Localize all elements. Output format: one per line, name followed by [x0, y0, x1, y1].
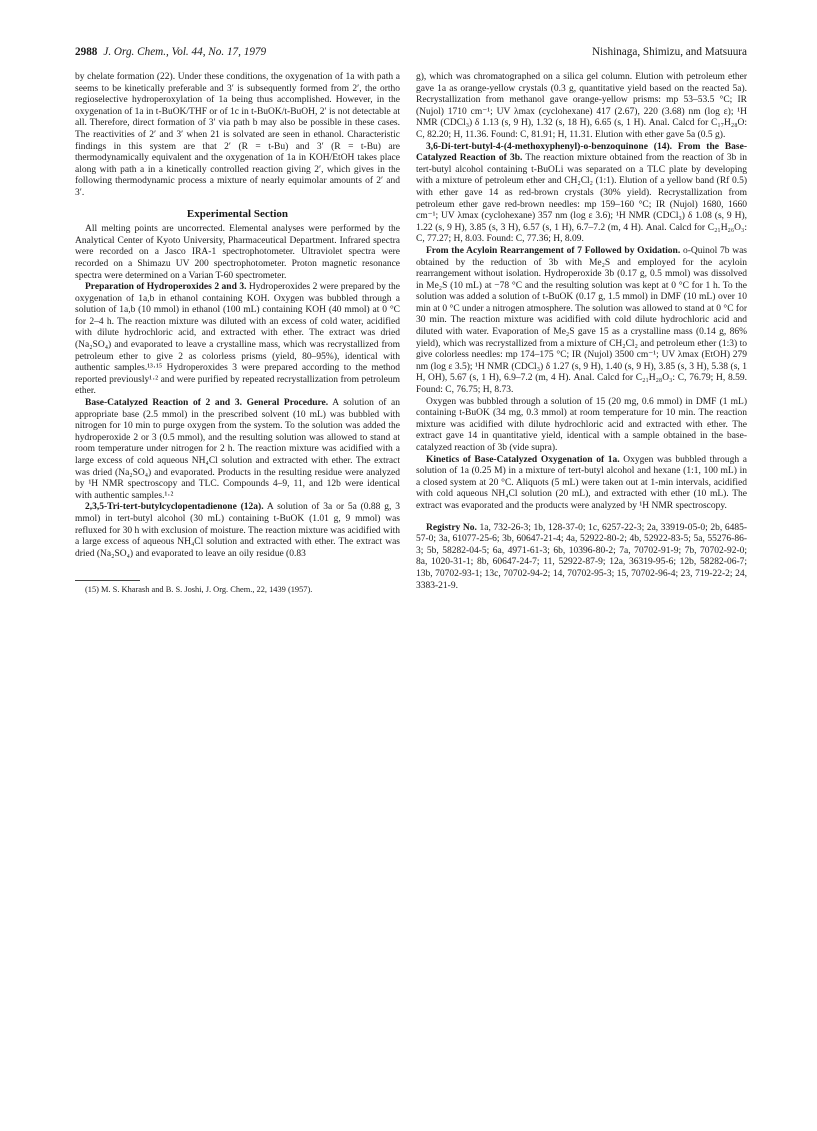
page-number: 2988 — [75, 46, 98, 58]
paragraph: All melting points are uncorrected. Elemental analyses were performed by the Analytical Center of Kyoto University, Pharmaceutical Department. Infrared spectra were recorded on a Jasco IRA-1 spectrophotometer. Ultraviolet spectra were recorded on a Shimazu UV 200 spectrophotometer. Proton magnetic resonance spectra were determined on a Varian T-60 spectrometer. — [75, 224, 400, 281]
footnote: (15) M. S. Kharash and B. S. Joshi, J. Org. Chem., 22, 1439 (1957). — [85, 585, 313, 595]
registry-heading: Registry No. — [426, 522, 477, 533]
paragraph — [75, 282, 400, 398]
paragraph — [75, 398, 400, 502]
paragraph — [416, 142, 747, 246]
header-authors: Nishinaga, Shimizu, and Matsuura — [591, 46, 747, 58]
paragraph-text: Oxygen was bubbled through a solution of 1a (0.25 M) in a mixture of tert-butyl alcohol and hexane (1:1, 100 mL) in a closed system at 20 °C. Aliquots (5 mL) were taken out at 1-min intervals, acidified with cold aqueous NH₄Cl solution (20 mL), and extracted with ether (10 mL). The extract was evaporated and the products were analyzed by ¹H NMR spectroscopy. — [416, 454, 748, 511]
run-in-heading: 2,3,5-Tri-tert-butylcyclopentadienone (12a). — [85, 502, 264, 513]
left-column — [75, 72, 400, 595]
paragraph: by chelate formation (22). Under these conditions, the oxygenation of 1a with path a seems to be kinetically preferable and 3′ is subsequently formed from 2′, the ortho regioselective hydroperoxylation of 1a being thus accomplished. However, in the oxygenation of 1a in t-BuOK/THF or of 1c in t-BuOK/t-BuOH, 2′ is not detectable at all. Therefore, direct formation of 3′ via path b may also be possible in these cases. The reactivities of 2′ and 3′ when 21 is solvated are seen in ethanol. Characteristic findings in this system are that 2′ (R = t-Bu) and 3′ (R = t-Bu) are thermodynamically equivalent and the oxygenation of 1a in KOH/EtOH takes place along with path a in a kinetically controlled reaction giving 2′, which gives in the following thermodynamic process a mixture of nearly equimolar amounts of 2′ and 3′. — [75, 72, 400, 198]
section-heading: Experimental Section — [186, 207, 289, 220]
paragraph-text: A solution of an appropriate base (2.5 mmol) in the prescribed solvent (10 mL) was bubbled with nitrogen for 10 min to purge oxygen from the system. To the solution was added the hydroperoxide 2 or 3 (0.5 mmol), and the resulting solution was allowed to stand at room temperature under nitrogen for 2 h. The reaction mixture was acidified with a large excess of cold aqueous NH₄Cl solution and extracted with ether. The extract was dried (Na₂SO₄) and evaporated. Products in the resulting residue were analyzed by ¹H NMR spectroscopy and TLC. Compounds 4–9, 11, and 12b were identical with authentic samples.¹·² — [75, 398, 400, 501]
paragraph-text: o-Quinol 7b was obtained by the reduction of 3b with Me₂S and employed for the acyloin rearrangement without isolation. Hydroperoxide 3b (0.17 g, 0.5 mmol) was dissolved in Me₂S (10 mL) at −78 °C and the resulting solution was kept at 0 °C for 1 h. To the solution was added a solution of t-BuOK (0.17 g, 1.5 mmol) in DMF (10 mL) over 10 min at 0 °C under a nitrogen atmosphere. The solution was allowed to stand at 0 °C for 30 min. The reaction mixture was acidified with cold dilute hydrochloric acid and diluted with water. Evaporation of Me₂S gave 15 as a crystalline mass (0.14 g, 86% yield), which was recrystallized from a mixture of CH₂Cl₂ and petroleum ether (1:3) to give colorless needles: mp 174–175 °C; IR (Nujol) 3500 cm⁻¹; UV λmax (EtOH) 279 nm (log ε 3.5); ¹H NMR (CDCl₃) δ 1.27 (s, 9 H), 1.40 (s, 9 H), 3.85 (s, 3 H), 5.38 (s, 1 H, OH), 5.67 (s, 1 H), 6.9–7.2 (m, 4 H). Anal. Calcd for C₂₁H₂₈O₃: C, 76.79; H, 8.59. Found: C, 76.75; H, 8.73. — [416, 245, 747, 396]
run-in-heading: Kinetics of Base-Catalyzed Oxygenation of 1a. — [426, 454, 620, 465]
paragraph-text: Hydroperoxides 2 were prepared by the oxygenation of 1a,b in ethanol containing KOH. Oxygen was bubbled through a solution of 1a,b (10 mmol) in ethanol (100 mL) containing KOH (40 mmol) at 0 °C for 2–4 h. The reaction mixture was diluted with an excess of cold water, acidified with dilute hydrochloric acid, and extracted with ether. The extract was dried (Na₂SO₄) and evaporated to leave a crystalline mass, which was recrystallized from petroleum ether to give 2 as colorless prisms (yield, 80–95%), identical with authentic samples.¹³·¹⁵ Hydroperoxides 3 were prepared according to the method reported previously¹·² and were purified by repeated recrystallization from petroleum ether. — [75, 282, 401, 397]
run-in-heading: Base-Catalyzed Reaction of 2 and 3. General Procedure. — [85, 398, 329, 409]
run-in-heading: From the Acyloin Rearrangement of 7 Followed by Oxidation. — [426, 245, 681, 256]
registry-numbers — [416, 523, 747, 593]
run-in-heading: 3,6-Di-tert-butyl-4-(4-methoxyphenyl)-o-benzoquinone (14). From the Base-Catalyzed Reaction of 3b. — [416, 141, 747, 164]
paragraph-text: The reaction mixture obtained from the reaction of 3b in tert-butyl alcohol containing t-BuOLi was separated on a TLC plate by developing with a mixture of petroleum ether and CH₂Cl₂ (1:1). Elution of a yellow band (Rf 0.5) with ether gave 14 as red-brown crystals (30% yield). Recrystallization from petroleum ether gave red-brown needles: mp 159–160 °C; IR (Nujol) 1680, 1660 cm⁻¹; UV λmax (cyclohexane) 357 nm (log ε 3.6); ¹H NMR (CDCl₃) δ 1.08 (s, 9 H), 1.22 (s, 9 H), 3.85 (s, 3 H), 6.57 (s, 1 H), 6.7–7.2 (m, 4 H). Anal. Calcd for C₂₁H₂₆O₃: C, 77.27; H, 8.03. Found: C, 77.36; H, 8.09. — [416, 153, 747, 245]
paragraph — [416, 246, 747, 397]
footnote-rule — [75, 580, 140, 581]
journal-citation: J. Org. Chem., Vol. 44, No. 17, 1979 — [103, 46, 267, 58]
run-in-heading: Preparation of Hydroperoxides 2 and 3. — [85, 282, 247, 293]
registry-text: 1a, 732-26-3; 1b, 128-37-0; 1c, 6257-22-3; 2a, 33919-05-0; 2b, 6485-57-0; 3a, 61077-25-6; 3b, 60647-21-4; 4a, 52922-80-2; 4b, 52922-83-5; 5a, 55276-86-3; 5b, 58282-04-5; 6a, 4971-61-3; 6b, 10396-80-2; 7a, 70702-91-9; 7b, 70702-92-0; 8a, 1020-31-1; 8b, 60647-24-7; 11, 52922-87-9; 12a, 36319-95-6; 12b, 58282-06-7; 13b, 70702-93-1; 13c, 70702-94-2; 14, 70702-95-3; 15, 70702-96-4; 23, 719-22-2; 24, 3383-21-9. — [416, 522, 747, 591]
paragraph: Oxygen was bubbled through a solution of 15 (20 mg, 0.6 mmol) in DMF (1 mL) containing t-BuOK (34 mg, 0.3 mmol) at room temperature for 10 min. The reaction mixture was acidified with dilute hydrochloric acid and extracted with ether. The extract gave 14 in quantitative yield, identical with a sample obtained in the base-catalyzed reaction of 3b (vide supra). — [416, 396, 747, 453]
paragraph — [416, 455, 747, 513]
running-header — [75, 46, 747, 62]
paragraph — [75, 502, 400, 560]
paragraph: g), which was chromatographed on a silica gel column. Elution with petroleum ether gave 1a as orange-yellow crystals (0.3 g, quantitative yield based on the reacted 5a). Recrystallization from methanol gave orange-yellow prisms: mp 53–53.5 °C; IR (Nujol) 1710 cm⁻¹; UV λmax (cyclohexane) 417 (2.67), 220 (3.68) nm (log ε); ¹H NMR (CDCl₃) δ 1.13 (s, 9 H), 1.32 (s, 18 H), 6.65 (s, 1 H). Anal. Calcd for C₁₇H₂₈O: C, 82.20; H, 11.36. Found: C, 81.91; H, 11.31. Elution with ether gave 5a (0.5 g). — [416, 72, 747, 140]
header-left — [75, 46, 266, 58]
paragraph-text: A solution of 3a or 5a (0.88 g, 3 mmol) in tert-butyl alcohol (30 mL) containing t-BuOK (1.01 g, 9 mmol) was refluxed for 30 h with exclusion of moisture. The reaction mixture was acidified with a large excess of aqueous NH₄Cl solution and extracted with ether. The extract was dried (Na₂SO₄) and evaporated to leave an oily residue (0.83 — [75, 502, 400, 559]
right-column — [416, 72, 747, 592]
